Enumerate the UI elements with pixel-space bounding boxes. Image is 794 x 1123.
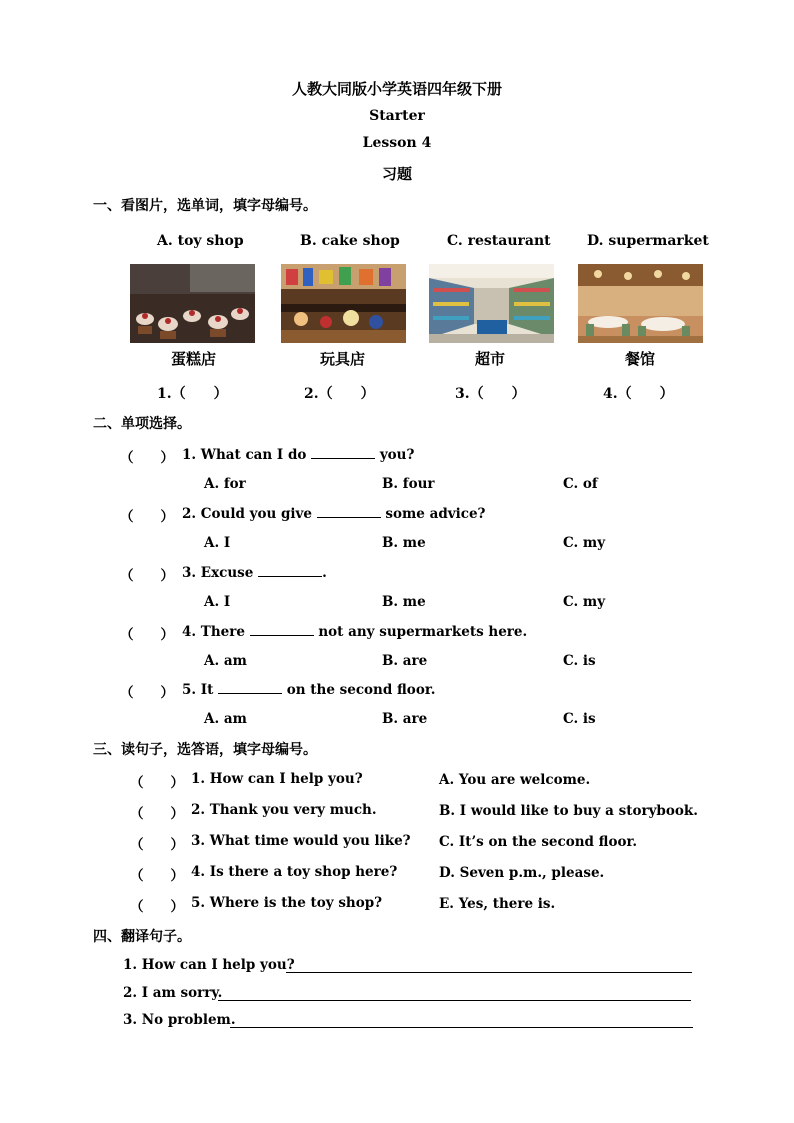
translate-prompt-1: 1. How can I help you? bbox=[123, 957, 295, 973]
match-question-5: 5. Where is the toy shop? bbox=[191, 895, 383, 911]
supermarket-photo bbox=[429, 264, 554, 343]
cake-shop-photo bbox=[130, 264, 255, 343]
caption-cake-shop: 蛋糕店 bbox=[171, 350, 217, 368]
mc-option-2a[interactable]: A. I bbox=[204, 535, 231, 551]
translate-prompt-3: 3. No problem. bbox=[123, 1012, 236, 1028]
mc-option-5a[interactable]: A. am bbox=[204, 711, 247, 727]
caption-supermarket: 超市 bbox=[475, 350, 506, 368]
match-question-2: 2. Thank you very much. bbox=[191, 802, 377, 818]
answer-slot-1[interactable]: 1.（ ） bbox=[157, 386, 228, 402]
mc-option-2b[interactable]: B. me bbox=[382, 535, 426, 551]
mc-option-3a[interactable]: A. I bbox=[204, 594, 231, 610]
match-paren-5[interactable]: （ ） bbox=[130, 899, 184, 915]
mc-option-1a[interactable]: A. for bbox=[204, 476, 246, 492]
match-question-3: 3. What time would you like? bbox=[191, 833, 411, 849]
caption-toy-shop: 玩具店 bbox=[320, 350, 366, 368]
translate-answer-line-1[interactable] bbox=[286, 972, 692, 973]
match-answer-d: D. Seven p.m., please. bbox=[439, 865, 605, 881]
section3-heading: 三、读句子，选答语，填字母编号。 bbox=[93, 742, 317, 758]
match-answer-b: B. I would like to buy a storybook. bbox=[439, 803, 698, 819]
mc-option-1b[interactable]: B. four bbox=[382, 476, 435, 492]
match-answer-e: E. Yes, there is. bbox=[439, 896, 556, 912]
match-question-1: 1. How can I help you? bbox=[191, 771, 363, 787]
unit-title: Starter bbox=[369, 108, 425, 124]
translate-prompt-2: 2. I am sorry. bbox=[123, 985, 223, 1001]
match-paren-3[interactable]: （ ） bbox=[130, 837, 184, 853]
mc-paren-2[interactable]: （ ） bbox=[120, 509, 174, 525]
translate-answer-line-3[interactable] bbox=[230, 1027, 693, 1028]
lesson-title: Lesson 4 bbox=[362, 135, 432, 151]
match-paren-4[interactable]: （ ） bbox=[130, 868, 184, 884]
option-d: D. supermarket bbox=[587, 233, 709, 249]
answer-slot-4[interactable]: 4.（ ） bbox=[603, 386, 674, 402]
mc-option-4c[interactable]: C. is bbox=[563, 653, 596, 669]
translate-answer-line-2[interactable] bbox=[218, 1000, 691, 1001]
mc-option-5c[interactable]: C. is bbox=[563, 711, 596, 727]
mc-option-5b[interactable]: B. are bbox=[382, 711, 428, 727]
match-paren-1[interactable]: （ ） bbox=[130, 775, 184, 791]
caption-restaurant: 餐馆 bbox=[625, 350, 656, 368]
match-paren-2[interactable]: （ ） bbox=[130, 806, 184, 822]
match-answer-a: A. You are welcome. bbox=[439, 772, 591, 788]
mc-paren-3[interactable]: （ ） bbox=[120, 568, 174, 584]
option-c: C. restaurant bbox=[447, 233, 551, 249]
mc-paren-5[interactable]: （ ） bbox=[120, 685, 174, 701]
mc-question-2: 2. Could you give some advice? bbox=[182, 506, 486, 522]
mc-question-5: 5. It on the second floor. bbox=[182, 682, 436, 698]
mc-question-4: 4. There not any supermarkets here. bbox=[182, 624, 528, 640]
mc-paren-4[interactable]: （ ） bbox=[120, 627, 174, 643]
answer-slot-3[interactable]: 3.（ ） bbox=[455, 386, 526, 402]
section4-heading: 四、翻译句子。 bbox=[93, 929, 191, 945]
option-a: A. toy shop bbox=[157, 233, 244, 249]
mc-option-3b[interactable]: B. me bbox=[382, 594, 426, 610]
mc-option-4b[interactable]: B. are bbox=[382, 653, 428, 669]
mc-option-2c[interactable]: C. my bbox=[563, 535, 606, 551]
restaurant-photo bbox=[578, 264, 703, 343]
answer-slot-2[interactable]: 2.（ ） bbox=[304, 386, 375, 402]
option-b: B. cake shop bbox=[300, 233, 400, 249]
mc-option-4a[interactable]: A. am bbox=[204, 653, 247, 669]
mc-question-3: 3. Excuse . bbox=[182, 565, 327, 581]
match-question-4: 4. Is there a toy shop here? bbox=[191, 864, 398, 880]
mc-option-1c[interactable]: C. of bbox=[563, 476, 598, 492]
section1-heading: 一、看图片，选单词，填字母编号。 bbox=[93, 198, 317, 214]
mc-question-1: 1. What can I do you? bbox=[182, 447, 415, 463]
mc-paren-1[interactable]: （ ） bbox=[120, 450, 174, 466]
exercise-subtitle: 习题 bbox=[381, 165, 412, 183]
match-answer-c: C. It’s on the second floor. bbox=[439, 834, 638, 850]
page-title: 人教大同版小学英语四年级下册 bbox=[291, 80, 502, 98]
section2-heading: 二、单项选择。 bbox=[93, 416, 191, 432]
toy-shop-photo bbox=[281, 264, 406, 343]
mc-option-3c[interactable]: C. my bbox=[563, 594, 606, 610]
